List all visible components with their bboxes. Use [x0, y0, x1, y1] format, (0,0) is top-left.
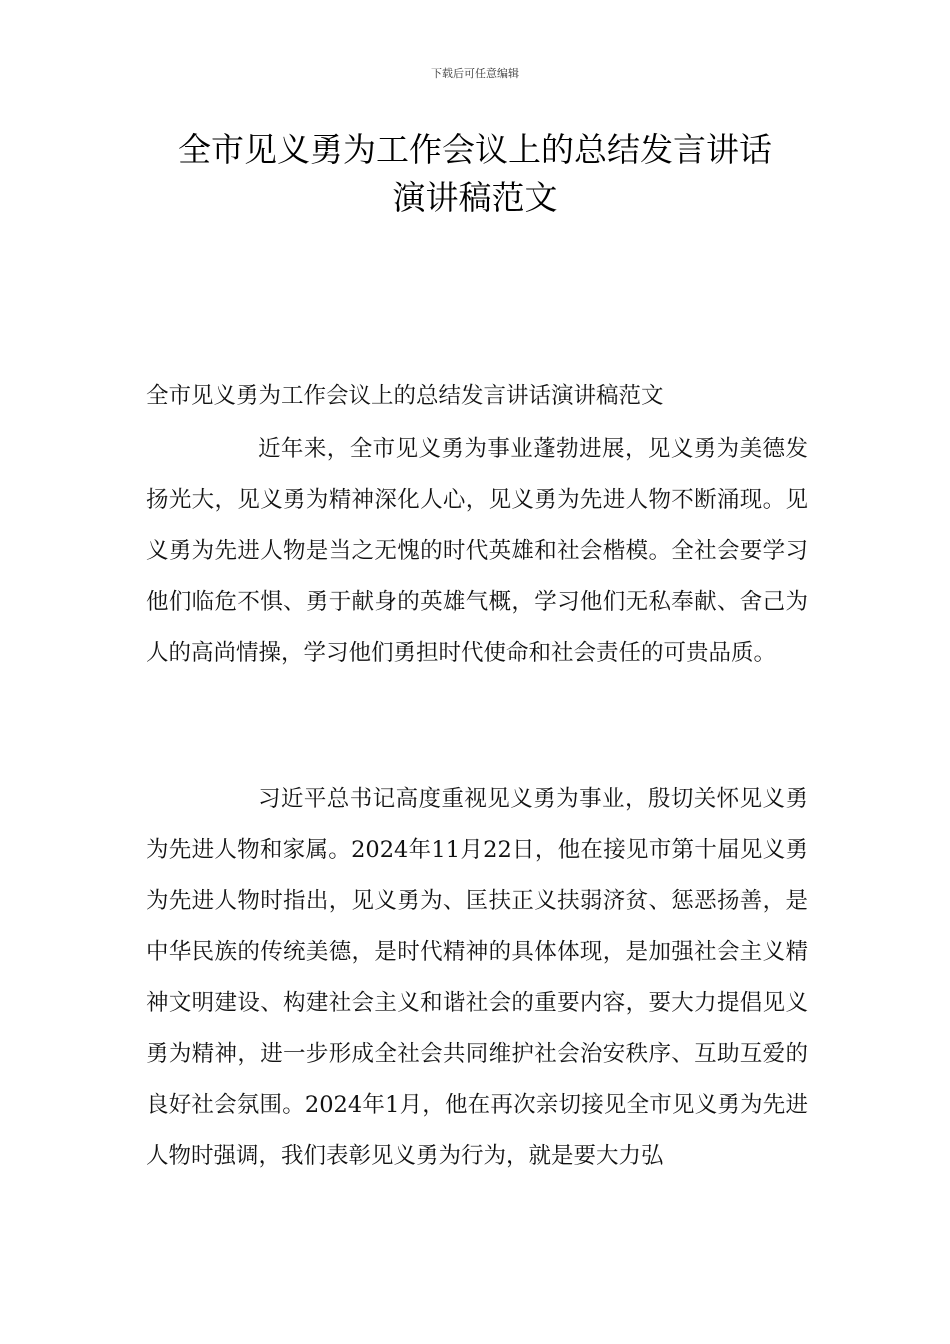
body-paragraph-1: 近年来，全市见义勇为事业蓬勃进展，见义勇为美德发扬光大，见义勇为精神深化人心，见义勇为先进人物不断涌现。见义勇为先进人物是当之无愧的时代英雄和社会楷模。全社会要学习他们临危不惧、勇于献身的英雄气概，学习他们无私奉献、舍己为人的高尚情操，学习他们勇担时代使命和社会责任的可贵品质。 — [146, 436, 808, 666]
document-title — [100, 126, 850, 222]
document-subtitle: 全市见义勇为工作会议上的总结发言讲话演讲稿范文 — [146, 383, 664, 409]
header-note: 下载后可任意编辑 — [431, 67, 519, 80]
document-title-line-2: 演讲稿范文 — [392, 178, 558, 217]
body-paragraph-2: 习近平总书记高度重视见义勇为事业，殷切关怀见义勇为先进人物和家属。2024年11月22日，他在接见市第十届见义勇为先进人物时指出，见义勇为、匡扶正义扶弱济贫、惩恶扬善，是中华民族的传统美德，是时代精神的具体体现，是加强社会主义精神文明建设、构建社会主义和谐社会的重要内容，要大力提倡见义勇为精神，进一步形成全社会共同维护社会治安秩序、互助互爱的良好社会氛围。2024年1月，他在再次亲切接见全市见义勇为先进人物时强调，我们表彰见义勇为行为，就是要大力弘 — [146, 786, 808, 1169]
document-title-line-1: 全市见义勇为工作会议上的总结发言讲话 — [178, 130, 772, 169]
